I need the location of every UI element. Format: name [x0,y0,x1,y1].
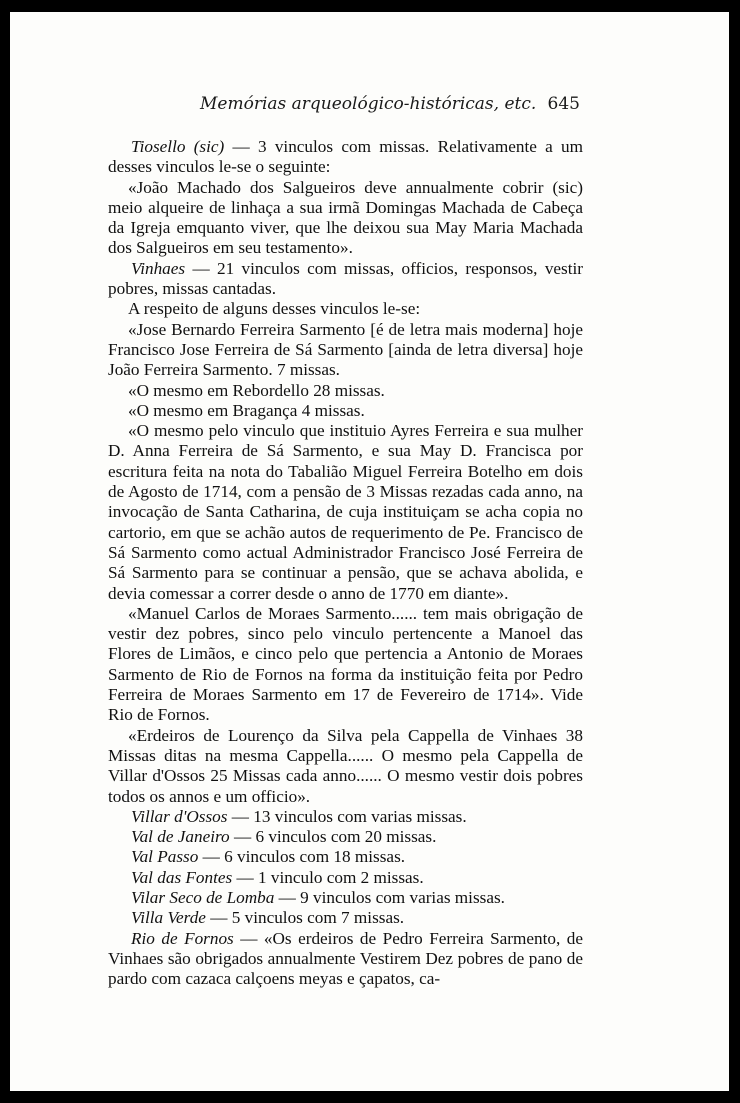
place-name: Val de Janeiro [131,827,230,847]
paragraph [108,259,583,300]
place-name: Rio de Fornos [131,928,234,948]
place-name: Val das Fontes [131,867,233,887]
paragraph-text: — 3 vinculos com missas. Relativamente a um desses vinculos le-se o seguinte: [108,137,583,177]
paragraph [108,807,583,827]
paragraph [108,178,583,259]
paragraph [108,847,583,867]
paragraph [108,929,583,990]
place-name: Vinhaes [131,258,186,278]
paragraph [108,299,583,319]
place-name: Val Passo [131,847,199,867]
body-text [108,137,583,989]
paragraph-text: «O mesmo pelo vinculo que instituio Ayres Ferreira e sua mulher D. Anna Ferreira de Sá Sarmento, e sua May D. Francisca por escritura feita na nota do Tabalião Miguel Ferreira Botelho em dois de Agosto de 1714, com a pensão de 3 Missas rezadas cada anno, na invocação de Santa Catharina, de cuja instituiçam se acha copia no cartorio, em que se achão autos de requerimento de Pe. Francisco de Sá Sarmento como actual Administrador Francisco José Ferreira de Sá Sarmento para se continuar a pensão, que se achava abolida, e devia comessar a correr desde o anno de 1770 em diante». [108,421,583,603]
paragraph [108,421,583,604]
paragraph-text: — 6 vinculos com 20 missas. [229,827,437,847]
paragraph [108,726,583,807]
paragraph-text: — 9 vinculos com varias missas. [274,887,505,907]
paragraph-text: — 6 vinculos com 18 missas. [198,847,406,867]
paragraph [108,868,583,888]
paragraph [108,888,583,908]
paragraph [108,827,583,847]
paragraph-text: «Erdeiros de Lourenço da Silva pela Cappella de Vinhaes 38 Missas ditas na mesma Cappella...... O mesmo pela Cappella de Villar d'Ossos 25 Missas cada anno...... O mesmo vestir dois pobres todos os annos e um officio». [108,725,583,806]
paragraph-text: — «Os erdeiros de Pedro Ferreira Sarmento, de Vinhaes são obrigados annualmente Vestirem Dez pobres de pano de pardo com cazaca calçoens meyas e çapatos, ca- [108,928,583,989]
paragraph [108,137,583,178]
paragraph-text: — 21 vinculos com missas, officios, responsos, vestir pobres, missas cantadas. [108,258,583,299]
paragraph-text: — 1 vinculo com 2 missas. [232,867,424,887]
book-page [10,12,729,1091]
paragraph-text: — 13 vinculos com varias missas. [227,806,467,826]
place-name: Villa Verde [131,908,206,928]
paragraph-text: «Manuel Carlos de Moraes Sarmento...... tem mais obrigação de vestir dez pobres, sinco pelo vinculo pertencente a Manoel das Flores de Limãos, e cinco pelo que pertencia a Antonio de Moraes Sarmento de Rio de Fornos na forma da instituição feita por Pedro Ferreira de Moraes Sarmento em 17 de Fevereiro de 1714». Vide Rio de Fornos. [108,603,583,725]
paragraph-text: «O mesmo em Rebordello 28 missas. [128,380,385,400]
paragraph [108,401,583,421]
place-name: Villar d'Ossos [131,806,228,826]
page-number: 645 [547,94,580,114]
paragraph-text: «Jose Bernardo Ferreira Sarmento [é de letra mais moderna] hoje Francisco Jose Ferreira de Sá Sarmento [ainda de letra diversa] hoje João Ferreira Sarmento. 7 missas. [108,319,583,380]
paragraph-text: A respeito de alguns desses vinculos le-se: [128,299,421,319]
paragraph-text: «João Machado dos Salgueiros deve annualmente cobrir (sic) meio alqueire de linhaça a sua irmã Domingas Machada de Cabeça da Igreja emquanto viver, que lhe deixou sua May Maria Machada dos Salgueiros em seu testamento». [108,177,583,258]
paragraph-text: — 5 vinculos com 7 missas. [205,908,405,928]
page-header [200,94,580,114]
paragraph-text: «O mesmo em Bragança 4 missas. [128,400,365,420]
running-title: Memórias arqueológico-históricas, etc. [200,94,537,114]
paragraph [108,320,583,381]
paragraph [108,381,583,401]
place-name: Tiosello (sic) [131,137,225,156]
paragraph [108,908,583,928]
paragraph [108,604,583,726]
place-name: Vilar Seco de Lomba [131,887,275,907]
